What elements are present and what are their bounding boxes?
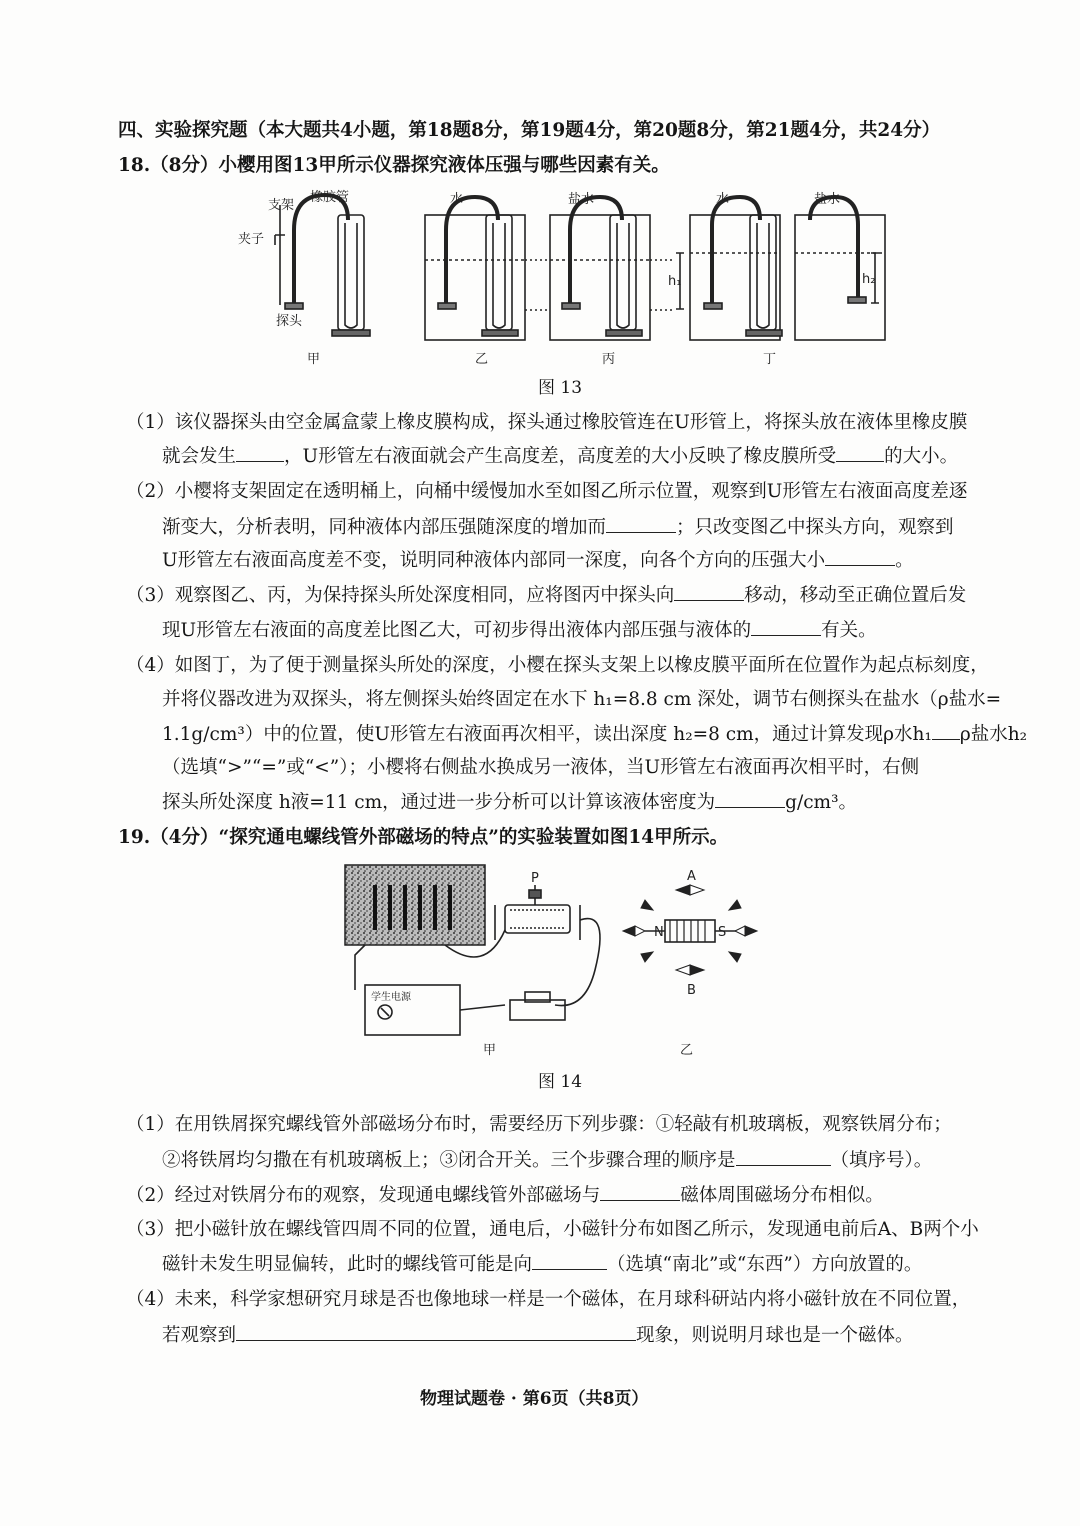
label-S: S bbox=[718, 925, 727, 940]
sub-jia: 甲 bbox=[307, 352, 321, 367]
sub14-jia: 甲 bbox=[483, 1043, 497, 1058]
q19-stem: 19.（4分）“探究通电螺线管外部磁场的特点”的实验装置如图14甲所示。 bbox=[118, 827, 729, 848]
label-brine-bing: 盐水 bbox=[568, 192, 595, 207]
q19-p4b: 若观察到 现象，则说明月球也是一个磁体。 bbox=[162, 1325, 914, 1346]
page-footer: 物理试题卷 · 第6页（共8页） bbox=[420, 1389, 649, 1409]
label-xiangjiaoguan: 橡胶管 bbox=[310, 190, 350, 205]
q18-p2a: （2）小樱将支架固定在透明桶上，向桶中缓慢加水至如图乙所示位置，观察到U形管左右液面高度差逐 bbox=[126, 481, 968, 502]
label-tantou: 探头 bbox=[276, 314, 303, 329]
figure-13 bbox=[238, 185, 890, 370]
label-zhijia: 支架 bbox=[268, 198, 295, 213]
q18-p3a: （3）观察图乙、丙，为保持探头所处深度相同，应将图丙中探头向 移动，移动至正确位置后发 bbox=[126, 585, 967, 606]
q18-p4d: （选填“>”“=”或“<”）；小樱将右侧盐水换成另一液体，当U形管左右液面再次相平时，右侧 bbox=[162, 757, 920, 778]
figure-14 bbox=[345, 860, 775, 1060]
q19-p4a: （4）未来，科学家想研究月球是否也像地球一样是一个磁体，在月球科研站内将小磁针放在不同位置， bbox=[126, 1289, 971, 1310]
q18-p4b: 并将仪器改进为双探头，将左侧探头始终固定在水下 h₁=8.8 cm 深处，调节右侧探头在盐水（ρ盐水= bbox=[162, 689, 1002, 710]
sub-ding: 丁 bbox=[763, 352, 777, 367]
label-water-yi: 水 bbox=[450, 192, 464, 207]
sub14-yi: 乙 bbox=[680, 1043, 694, 1058]
label-h2: h₂ bbox=[862, 272, 876, 287]
label-power: 学生电源 bbox=[371, 992, 411, 1003]
q19-p3a: （3）把小磁针放在螺线管四周不同的位置，通电后，小磁针分布如图乙所示，发现通电前后A、B两个小 bbox=[126, 1219, 979, 1240]
q18-p1b: 就会发生 ，U形管左右液面就会产生高度差，高度差的大小反映了橡皮膜所受 的大小。 bbox=[162, 446, 959, 467]
label-water-ding: 水 bbox=[716, 192, 730, 207]
label-A: A bbox=[687, 869, 696, 884]
q19-p2: （2）经过对铁屑分布的观察，发现通电螺线管外部磁场与 磁体周围磁场分布相似。 bbox=[126, 1185, 884, 1206]
q18-p2c: U形管左右液面高度差不变，说明同种液体内部同一深度，向各个方向的压强大小 。 bbox=[162, 550, 914, 571]
q18-p4c: 1.1g/cm³）中的位置，使U形管左右液面再次相平，读出深度 h₂=8 cm，通过计算发现ρ水h₁ ρ盐水h₂ bbox=[162, 724, 1028, 745]
label-jiazi: 夹子 bbox=[238, 232, 265, 247]
q18-p3b: 现U形管左右液面的高度差比图乙大，可初步得出液体内部压强与液体的 有关。 bbox=[162, 620, 877, 641]
section-title: 四、实验探究题（本大题共4小题，第18题8分，第19题4分，第20题8分，第21题4分，共24分） bbox=[118, 120, 941, 141]
q19-p1a: （1）在用铁屑探究螺线管外部磁场分布时，需要经历下列步骤：①轻敲有机玻璃板，观察铁屑分布； bbox=[126, 1114, 952, 1135]
q18-p1a: （1）该仪器探头由空金属盒蒙上橡皮膜构成，探头通过橡胶管连在U形管上，将探头放在液体里橡皮膜 bbox=[126, 412, 968, 433]
q18-p4a: （4）如图丁，为了便于测量探头所处的深度，小樱在探头支架上以橡皮膜平面所在位置作为起点标刻度， bbox=[126, 655, 989, 676]
q18-p4e: 探头所处深度 h液=11 cm，通过进一步分析可以计算该液体密度为 g/cm³。 bbox=[162, 792, 858, 813]
label-N: N bbox=[654, 925, 664, 940]
sub-bing: 丙 bbox=[602, 352, 616, 367]
q19-p1b: ②将铁屑均匀撒在有机玻璃板上；③闭合开关。三个步骤合理的顺序是 （填序号）。 bbox=[162, 1150, 933, 1171]
q18-p2b: 渐变大，分析表明，同种液体内部压强随深度的增加而 ；只改变图乙中探头方向，观察到 bbox=[162, 517, 954, 538]
q19-p3b: 磁针未发生明显偏转，此时的螺线管可能是向 （选填“南北”或“东西”）方向放置的。 bbox=[162, 1254, 923, 1275]
label-P: P bbox=[531, 871, 539, 886]
label-B: B bbox=[687, 983, 696, 998]
sub-yi: 乙 bbox=[475, 352, 489, 367]
figure-13-caption: 图 13 bbox=[537, 378, 583, 398]
figure-14-caption: 图 14 bbox=[537, 1072, 583, 1092]
label-brine-ding: 盐水 bbox=[814, 192, 841, 207]
label-h1: h₁ bbox=[668, 274, 682, 289]
q18-stem: 18.（8分）小樱用图13甲所示仪器探究液体压强与哪些因素有关。 bbox=[118, 155, 670, 176]
